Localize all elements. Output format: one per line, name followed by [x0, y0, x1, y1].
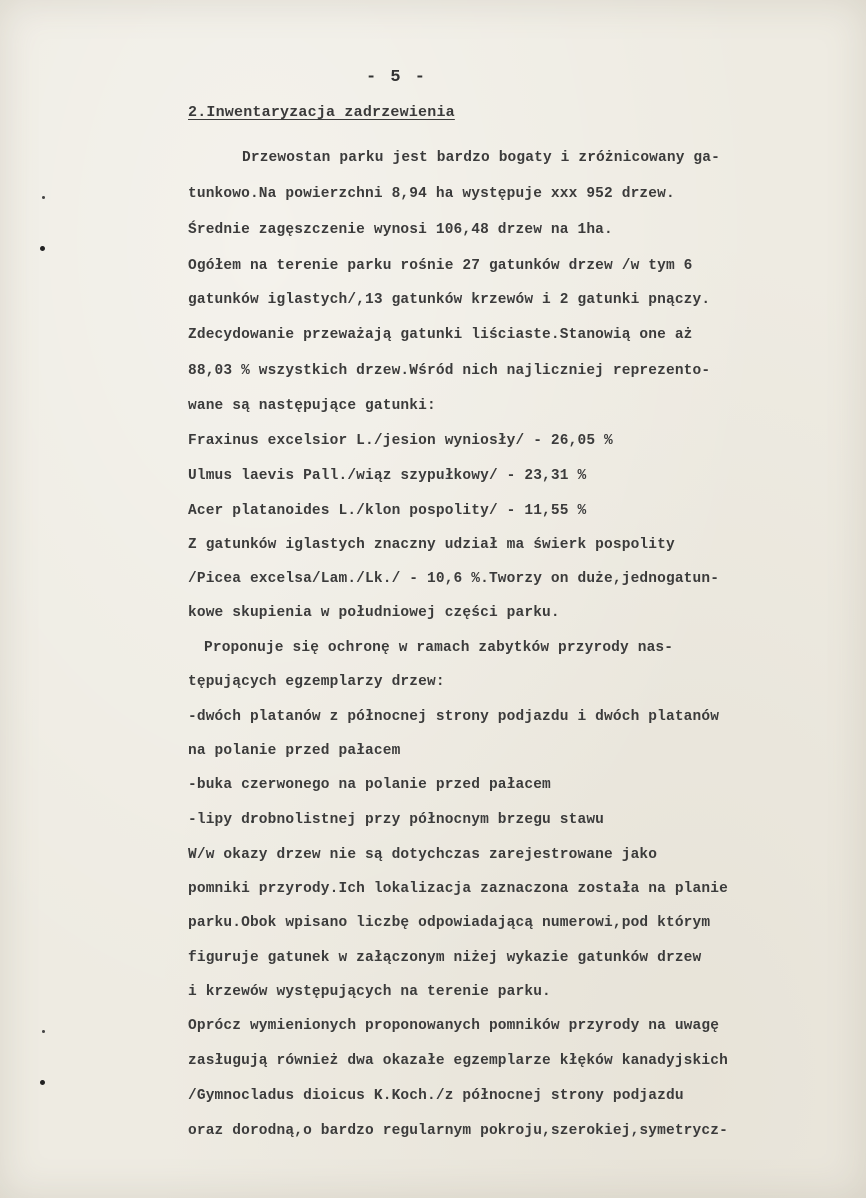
text-line: tunkowo.Na powierzchni 8,94 ha występuje xxx 952 drzew.	[188, 186, 675, 202]
text-line: W/w okazy drzew nie są dotychczas zarejestrowane jako	[188, 847, 658, 863]
text-line: oraz dorodną,o bardzo regularnym pokroju,szerokiej,symetrycz-	[188, 1123, 728, 1139]
text-line: Proponuje się ochronę w ramach zabytków przyrody nas-	[204, 640, 674, 656]
text-line: Drzewostan parku jest bardzo bogaty i zróżnicowany ga-	[242, 150, 720, 166]
text-line: zasługują również dwa okazałe egzemplarze kłęków kanadyjskich	[188, 1053, 728, 1069]
list-item-continuation: na polanie przed pałacem	[188, 743, 401, 759]
text-line: Ogółem na terenie parku rośnie 27 gatunków drzew /w tym 6	[188, 258, 693, 274]
margin-speck	[42, 196, 45, 199]
text-line: Oprócz wymienionych proponowanych pomników przyrody na uwagę	[188, 1018, 720, 1034]
text-line: gatunków iglastych/,13 gatunków krzewów i 2 gatunki pnączy.	[188, 292, 711, 308]
text-line: 88,03 % wszystkich drzew.Wśród nich najliczniej reprezento-	[188, 363, 711, 379]
list-item: -lipy drobnolistnej przy północnym brzegu stawu	[188, 812, 605, 828]
text-line: kowe skupienia w południowej części parku.	[188, 605, 560, 621]
text-line: Zdecydowanie przeważają gatunki liściaste.Stanowią one aż	[188, 327, 693, 343]
text-line: tępujących egzemplarzy drzew:	[188, 674, 445, 690]
list-item: -buka czerwonego na polanie przed pałacem	[188, 777, 551, 793]
margin-speck	[42, 1030, 45, 1033]
text-line: parku.Obok wpisano liczbę odpowiadającą numerowi,pod którym	[188, 915, 711, 931]
text-line: figuruje gatunek w załączonym niżej wykazie gatunków drzew	[188, 950, 702, 966]
text-line: wane są następujące gatunki:	[188, 398, 436, 414]
section-heading: 2.Inwentaryzacja zadrzewienia	[188, 104, 455, 121]
text-line: /Picea excelsa/Lam./Lk./ - 10,6 %.Tworzy on duże,jednogatun-	[188, 571, 720, 587]
species-line: Ulmus laevis Pall./wiąz szypułkowy/ - 23,31 %	[188, 468, 587, 484]
text-line: Średnie zagęszczenie wynosi 106,48 drzew na 1ha.	[188, 222, 613, 238]
species-line: Acer platanoides L./klon pospolity/ - 11,55 %	[188, 503, 587, 519]
text-line: /Gymnocladus dioicus K.Koch./z północnej strony podjazdu	[188, 1088, 684, 1104]
binding-hole-mark-2	[40, 1080, 45, 1085]
binding-hole-mark-1	[40, 246, 45, 251]
text-line: pomniki przyrody.Ich lokalizacja zaznaczona została na planie	[188, 881, 728, 897]
species-line: Fraxinus excelsior L./jesion wyniosły/ - 26,05 %	[188, 433, 613, 449]
text-line: i krzewów występujących na terenie parku.	[188, 984, 551, 1000]
text-line: Z gatunków iglastych znaczny udział ma świerk pospolity	[188, 537, 675, 553]
page-number: - 5 -	[366, 68, 428, 87]
list-item: -dwóch platanów z północnej strony podjazdu i dwóch platanów	[188, 709, 720, 725]
